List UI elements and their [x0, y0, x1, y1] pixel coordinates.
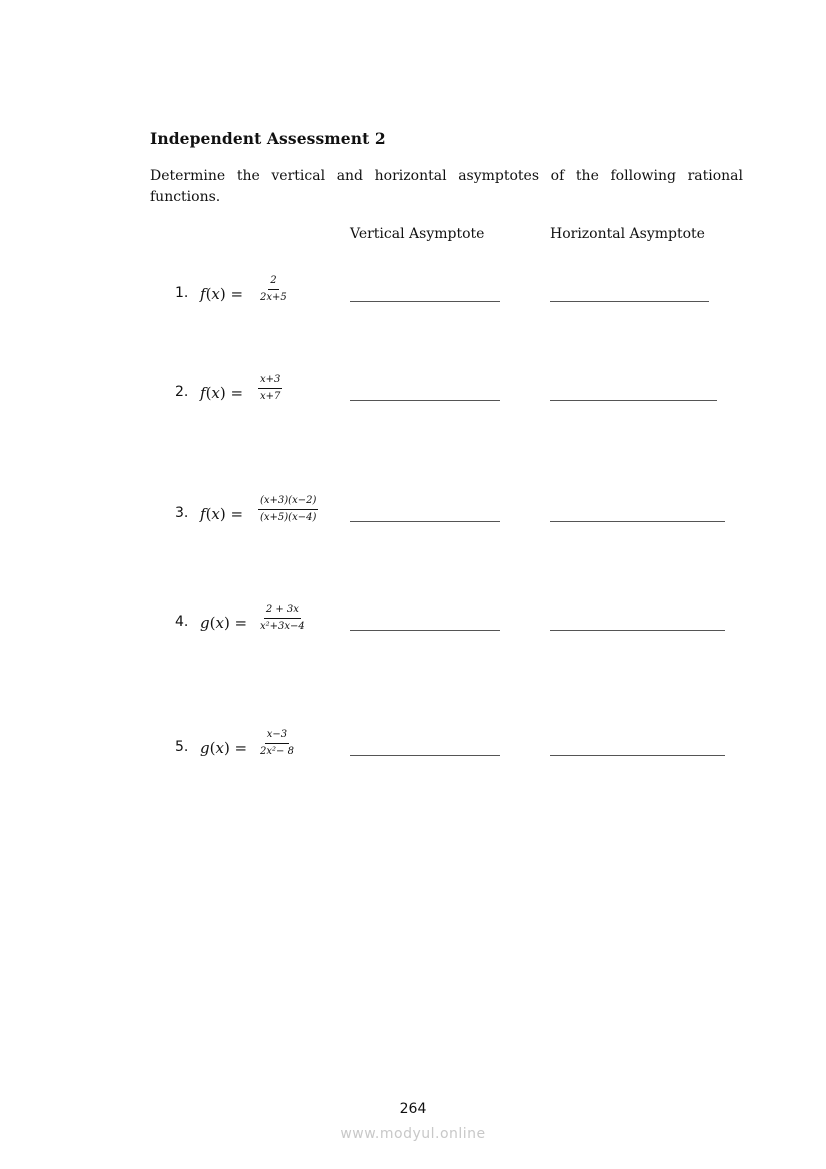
vertical-asymptote-blank[interactable] — [350, 400, 500, 401]
horizontal-asymptote-blank[interactable] — [550, 630, 725, 631]
problem-number: 1. — [175, 285, 189, 301]
vertical-asymptote-blank[interactable] — [350, 630, 500, 631]
function-variable: x — [215, 614, 224, 632]
problem-5 — [175, 729, 735, 779]
function-variable: x — [211, 384, 220, 402]
function-lhs: g(x) = — [200, 614, 248, 632]
function-name: f — [200, 505, 206, 523]
fraction-denominator: x+7 — [260, 391, 281, 402]
rational-fraction — [258, 274, 289, 305]
fraction-denominator: (x+5)(x−4) — [260, 512, 317, 523]
problem-number: 5. — [175, 739, 189, 755]
problem-number: 2. — [175, 384, 189, 400]
assessment-heading: Independent Assessment 2 — [150, 129, 386, 148]
rational-fraction — [258, 603, 307, 634]
vertical-asymptote-blank[interactable] — [350, 755, 500, 756]
instructions-text: Determine the vertical and horizontal asymptotes of the following rational functions. — [150, 168, 743, 205]
fraction-numerator: x−3 — [265, 728, 289, 744]
problem-number: 3. — [175, 505, 189, 521]
horizontal-asymptote-blank[interactable] — [550, 755, 725, 756]
watermark: www.modyul.online — [340, 1126, 486, 1142]
function-lhs: f(x) = — [200, 384, 244, 402]
function-lhs: f(x) = — [200, 285, 244, 303]
fraction-numerator: x+3 — [258, 373, 282, 389]
horizontal-asymptote-blank[interactable] — [550, 521, 725, 522]
problem-2 — [175, 374, 735, 424]
problem-4 — [175, 604, 735, 654]
fraction-denominator: x²+3x−4 — [260, 621, 305, 632]
function-name: f — [200, 384, 206, 402]
fraction-denominator: 2x+5 — [260, 292, 287, 303]
page-number: 264 — [399, 1101, 427, 1117]
fraction-numerator: 2 + 3x — [264, 603, 301, 619]
vertical-asymptote-header: Vertical Asymptote — [350, 226, 485, 242]
horizontal-asymptote-blank[interactable] — [550, 400, 717, 401]
rational-fraction — [258, 373, 282, 404]
function-variable: x — [215, 739, 224, 757]
function-name: f — [200, 285, 206, 303]
rational-fraction — [258, 494, 318, 525]
problem-1 — [175, 275, 735, 325]
function-variable: x — [211, 505, 220, 523]
vertical-asymptote-blank[interactable] — [350, 301, 500, 302]
function-name: g — [200, 614, 210, 632]
function-lhs: g(x) = — [200, 739, 248, 757]
horizontal-asymptote-blank[interactable] — [550, 301, 709, 302]
fraction-numerator: 2 — [268, 274, 278, 290]
function-name: g — [200, 739, 210, 757]
problem-number: 4. — [175, 614, 189, 630]
rational-fraction — [258, 728, 296, 759]
fraction-numerator: (x+3)(x−2) — [258, 494, 318, 510]
function-variable: x — [211, 285, 220, 303]
problem-3 — [175, 495, 735, 545]
horizontal-asymptote-header: Horizontal Asymptote — [550, 226, 705, 242]
function-lhs: f(x) = — [200, 505, 244, 523]
vertical-asymptote-blank[interactable] — [350, 521, 500, 522]
fraction-denominator: 2x²− 8 — [260, 746, 294, 757]
